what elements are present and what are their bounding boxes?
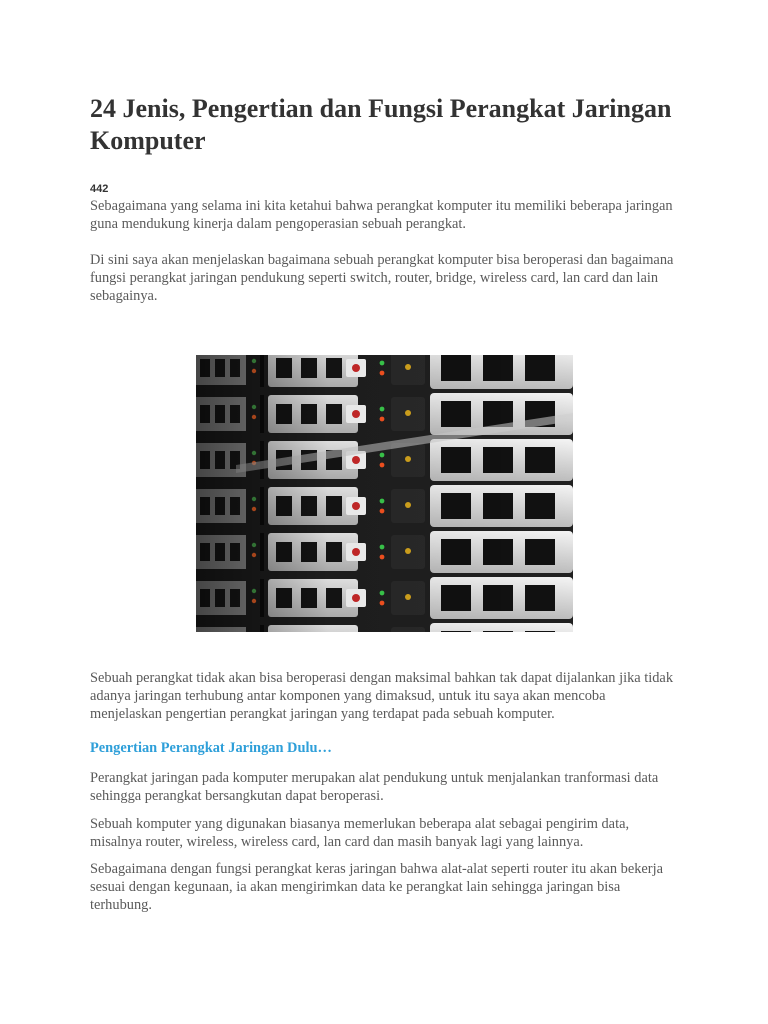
after-image-paragraph: Sebuah perangkat tidak akan bisa beroperasi dengan maksimal bahkan tak dapat dijalankan jika tidak adanya jaringan terhubung antar komponen yang dimaksud, untuk itu saya akan mencoba menjelaskan pengertian perangkat jaringan yang terdapat pada sebuah komputer. <box>90 670 674 722</box>
intro-paragraph-1: Sebagaimana yang selama ini kita ketahui bahwa perangkat komputer itu memiliki beberapa jaringan guna mendukung kinerja dalam pengoperasian sebuah perangkat. <box>90 198 673 232</box>
section-heading: Pengertian Perangkat Jaringan Dulu… <box>90 740 332 756</box>
server-rack-illustration <box>196 355 573 632</box>
server-rack-photo <box>196 355 573 632</box>
intro-paragraph-2: Di sini saya akan menjelaskan bagaimana sebuah perangkat komputer bisa beroperasi dan bagaimana fungsi perangkat jaringan pendukung seperti switch, router, bridge, wireless card, lan card dan lain sebagainya. <box>90 252 674 304</box>
view-count: 442 <box>90 183 109 195</box>
article-title: 24 Jenis, Pengertian dan Fungsi Perangkat Jaringan Komputer <box>90 94 672 155</box>
section-paragraph-3: Sebagaimana dengan fungsi perangkat keras jaringan bahwa alat-alat seperti router itu akan bekerja sesuai dengan kegunaan, ia akan mengirimkan data ke perangkat lain sehingga jaringan bisa terhubung. <box>90 861 663 913</box>
section-paragraph-2: Sebuah komputer yang digunakan biasanya memerlukan beberapa alat sebagai pengirim data, misalnya router, wireless, wireless card, lan card dan masih banyak lagi yang lainnya. <box>90 816 630 850</box>
section-paragraph-1: Perangkat jaringan pada komputer merupakan alat pendukung untuk menjalankan tranformasi data sehingga perangkat bersangkutan dapat beroperasi. <box>90 770 659 804</box>
